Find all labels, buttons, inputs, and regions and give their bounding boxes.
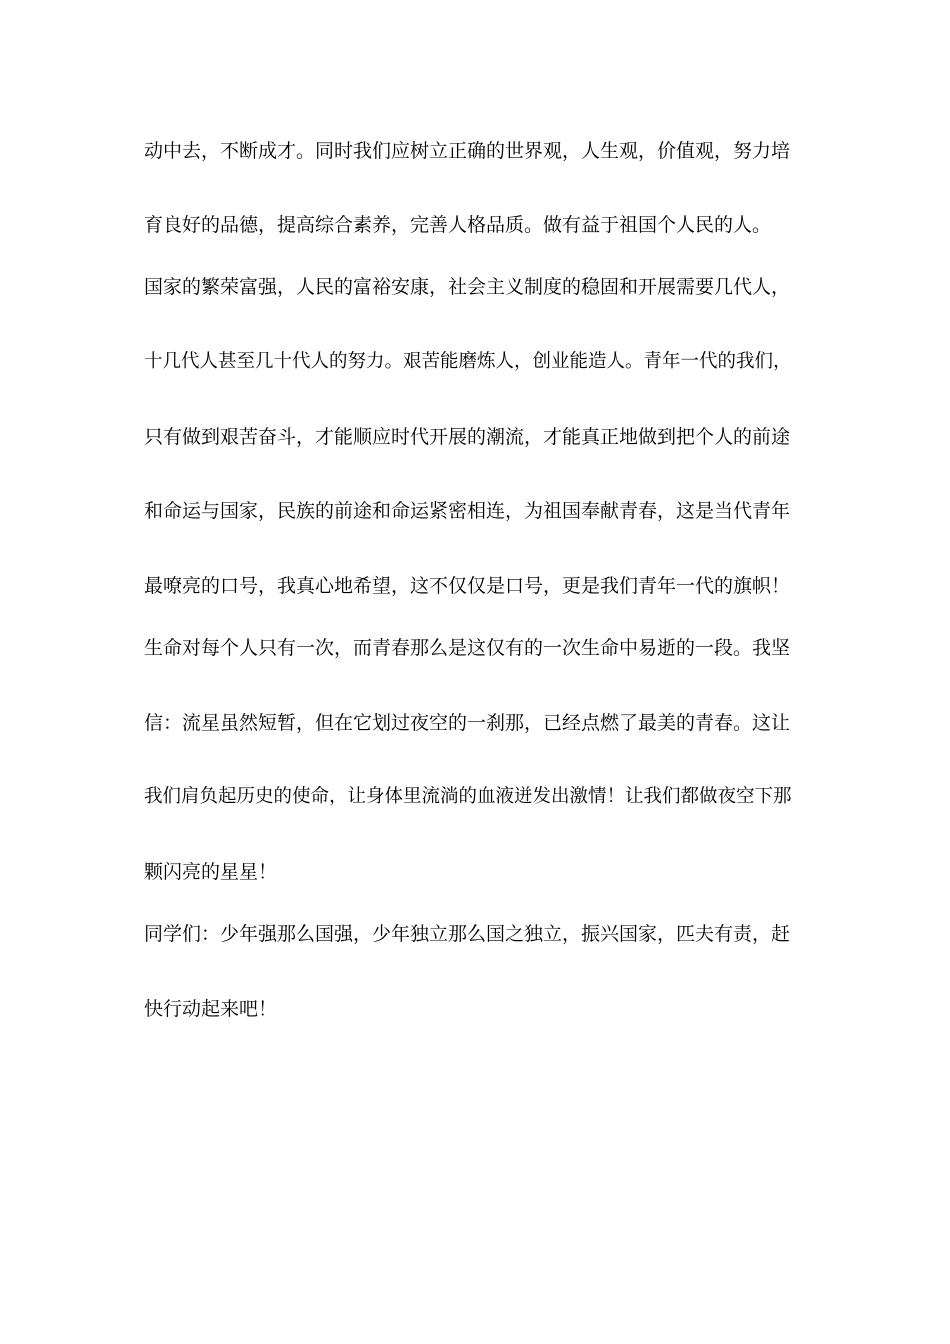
text-line: 同学们：少年强那么国强，少年独立那么国之独立，振兴国家，匹夫有责，赶 [144,923,791,945]
text-line: 只有做到艰苦奋斗，才能顺应时代开展的潮流，才能真正地做到把个人的前途 [144,426,791,448]
text-line: 信：流星虽然短暂，但在它划过夜空的一刹那，已经点燃了最美的青春。这让 [144,712,791,734]
text-line: 快行动起来吧！ [144,998,278,1020]
text-line: 动中去，不断成才。同时我们应树立正确的世界观，人生观，价值观，努力培 [144,140,791,162]
text-line: 育良好的品德，提高综合素养，完善人格品质。做有益于祖国个人民的人。 [144,214,772,236]
text-line: 和命运与国家，民族的前途和命运紧密相连，为祖国奉献青春，这是当代青年 [144,500,791,522]
text-line: 生命对每个人只有一次，而青春那么是这仅有的一次生命中易逝的一段。我坚 [144,637,791,659]
text-line: 国家的繁荣富强，人民的富裕安康，社会主义制度的稳固和开展需要几代人， [144,276,791,298]
text-line: 十几代人甚至几十代人的努力。艰苦能磨炼人，创业能造人。青年一代的我们， [144,351,792,372]
text-line: 我们肩负起历史的使命，让身体里流淌的血液迸发出激情！让我们都做夜空下那 [144,786,792,807]
text-line: 颗闪亮的星星！ [144,861,278,883]
text-line: 最嘹亮的口号，我真心地希望，这不仅仅是口号，更是我们青年一代的旗帜！ [144,575,791,597]
